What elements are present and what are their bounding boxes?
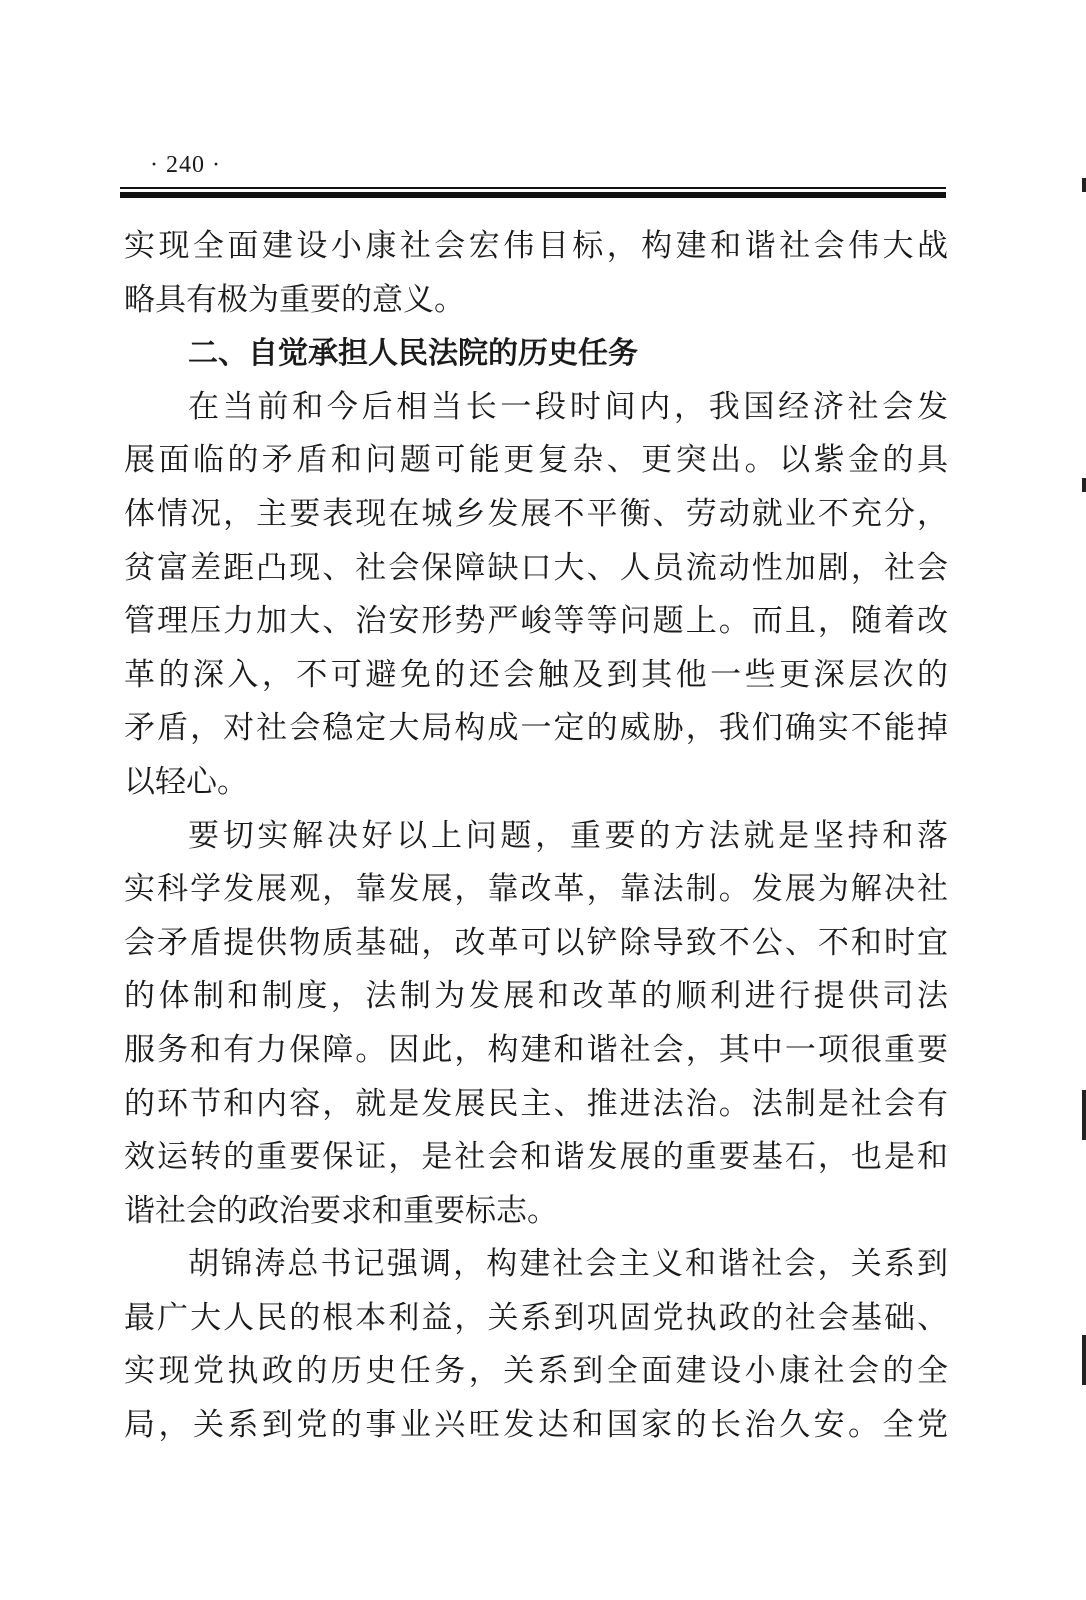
scan-edge-mark <box>1082 1090 1086 1140</box>
scan-edge-mark <box>1082 478 1086 492</box>
scan-edge-mark <box>1082 178 1086 192</box>
text-line: 最广大人民的根本利益，关系到巩固党执政的社会基础、 <box>124 1299 948 1336</box>
text-line: 的环节和内容，就是发展民主、推进法治。法制是社会有 <box>124 1085 948 1122</box>
text-line: 服务和有力保障。因此，构建和谐社会，其中一项很重要 <box>124 1031 948 1068</box>
section-heading: 二、自觉承担人民法院的历史任务 <box>188 336 638 372</box>
text-line: 实现全面建设小康社会宏伟目标，构建和谐社会伟大战 <box>124 228 948 264</box>
text-line: 效运转的重要保证，是社会和谐发展的重要基石，也是和 <box>124 1139 948 1176</box>
body-text <box>124 220 948 1453</box>
text-line: 局，关系到党的事业兴旺发达和国家的长治久安。全党 <box>124 1407 948 1444</box>
header-rule-thin <box>120 187 946 189</box>
text-line: 谐社会的政治要求和重要标志。 <box>124 1192 558 1229</box>
scan-edge-mark <box>1082 1335 1086 1385</box>
text-line: 以轻心。 <box>124 763 248 800</box>
text-line: 展面临的矛盾和问题可能更复杂、更突出。以紫金的具 <box>124 442 948 479</box>
header-rule-thick <box>120 192 946 198</box>
text-line: 要切实解决好以上问题，重要的方法就是坚持和落 <box>188 817 948 854</box>
text-line: 会矛盾提供物质基础，改革可以铲除导致不公、不和时宜 <box>124 924 948 961</box>
text-line: 实现党执政的历史任务，关系到全面建设小康社会的全 <box>124 1353 948 1390</box>
text-line: 实科学发展观，靠发展，靠改革，靠法制。发展为解决社 <box>124 871 948 908</box>
text-line: 的体制和制度，法制为发展和改革的顺利进行提供司法 <box>124 978 948 1015</box>
text-line: 矛盾，对社会稳定大局构成一定的威胁，我们确实不能掉 <box>124 710 948 747</box>
text-line: 在当前和今后相当长一段时间内，我国经济社会发 <box>188 388 948 425</box>
page-number: · 240 · <box>150 152 221 178</box>
text-line: 体情况，主要表现在城乡发展不平衡、劳动就业不充分， <box>124 495 948 532</box>
text-line: 略具有极为重要的意义。 <box>124 281 465 318</box>
text-line: 胡锦涛总书记强调，构建社会主义和谐社会，关系到 <box>188 1246 948 1283</box>
text-line: 贫富差距凸现、社会保障缺口大、人员流动性加剧，社会 <box>124 549 948 586</box>
text-line: 管理压力加大、治安形势严峻等等问题上。而且，随着改 <box>124 603 948 640</box>
text-line: 革的深入，不可避免的还会触及到其他一些更深层次的 <box>124 656 948 693</box>
